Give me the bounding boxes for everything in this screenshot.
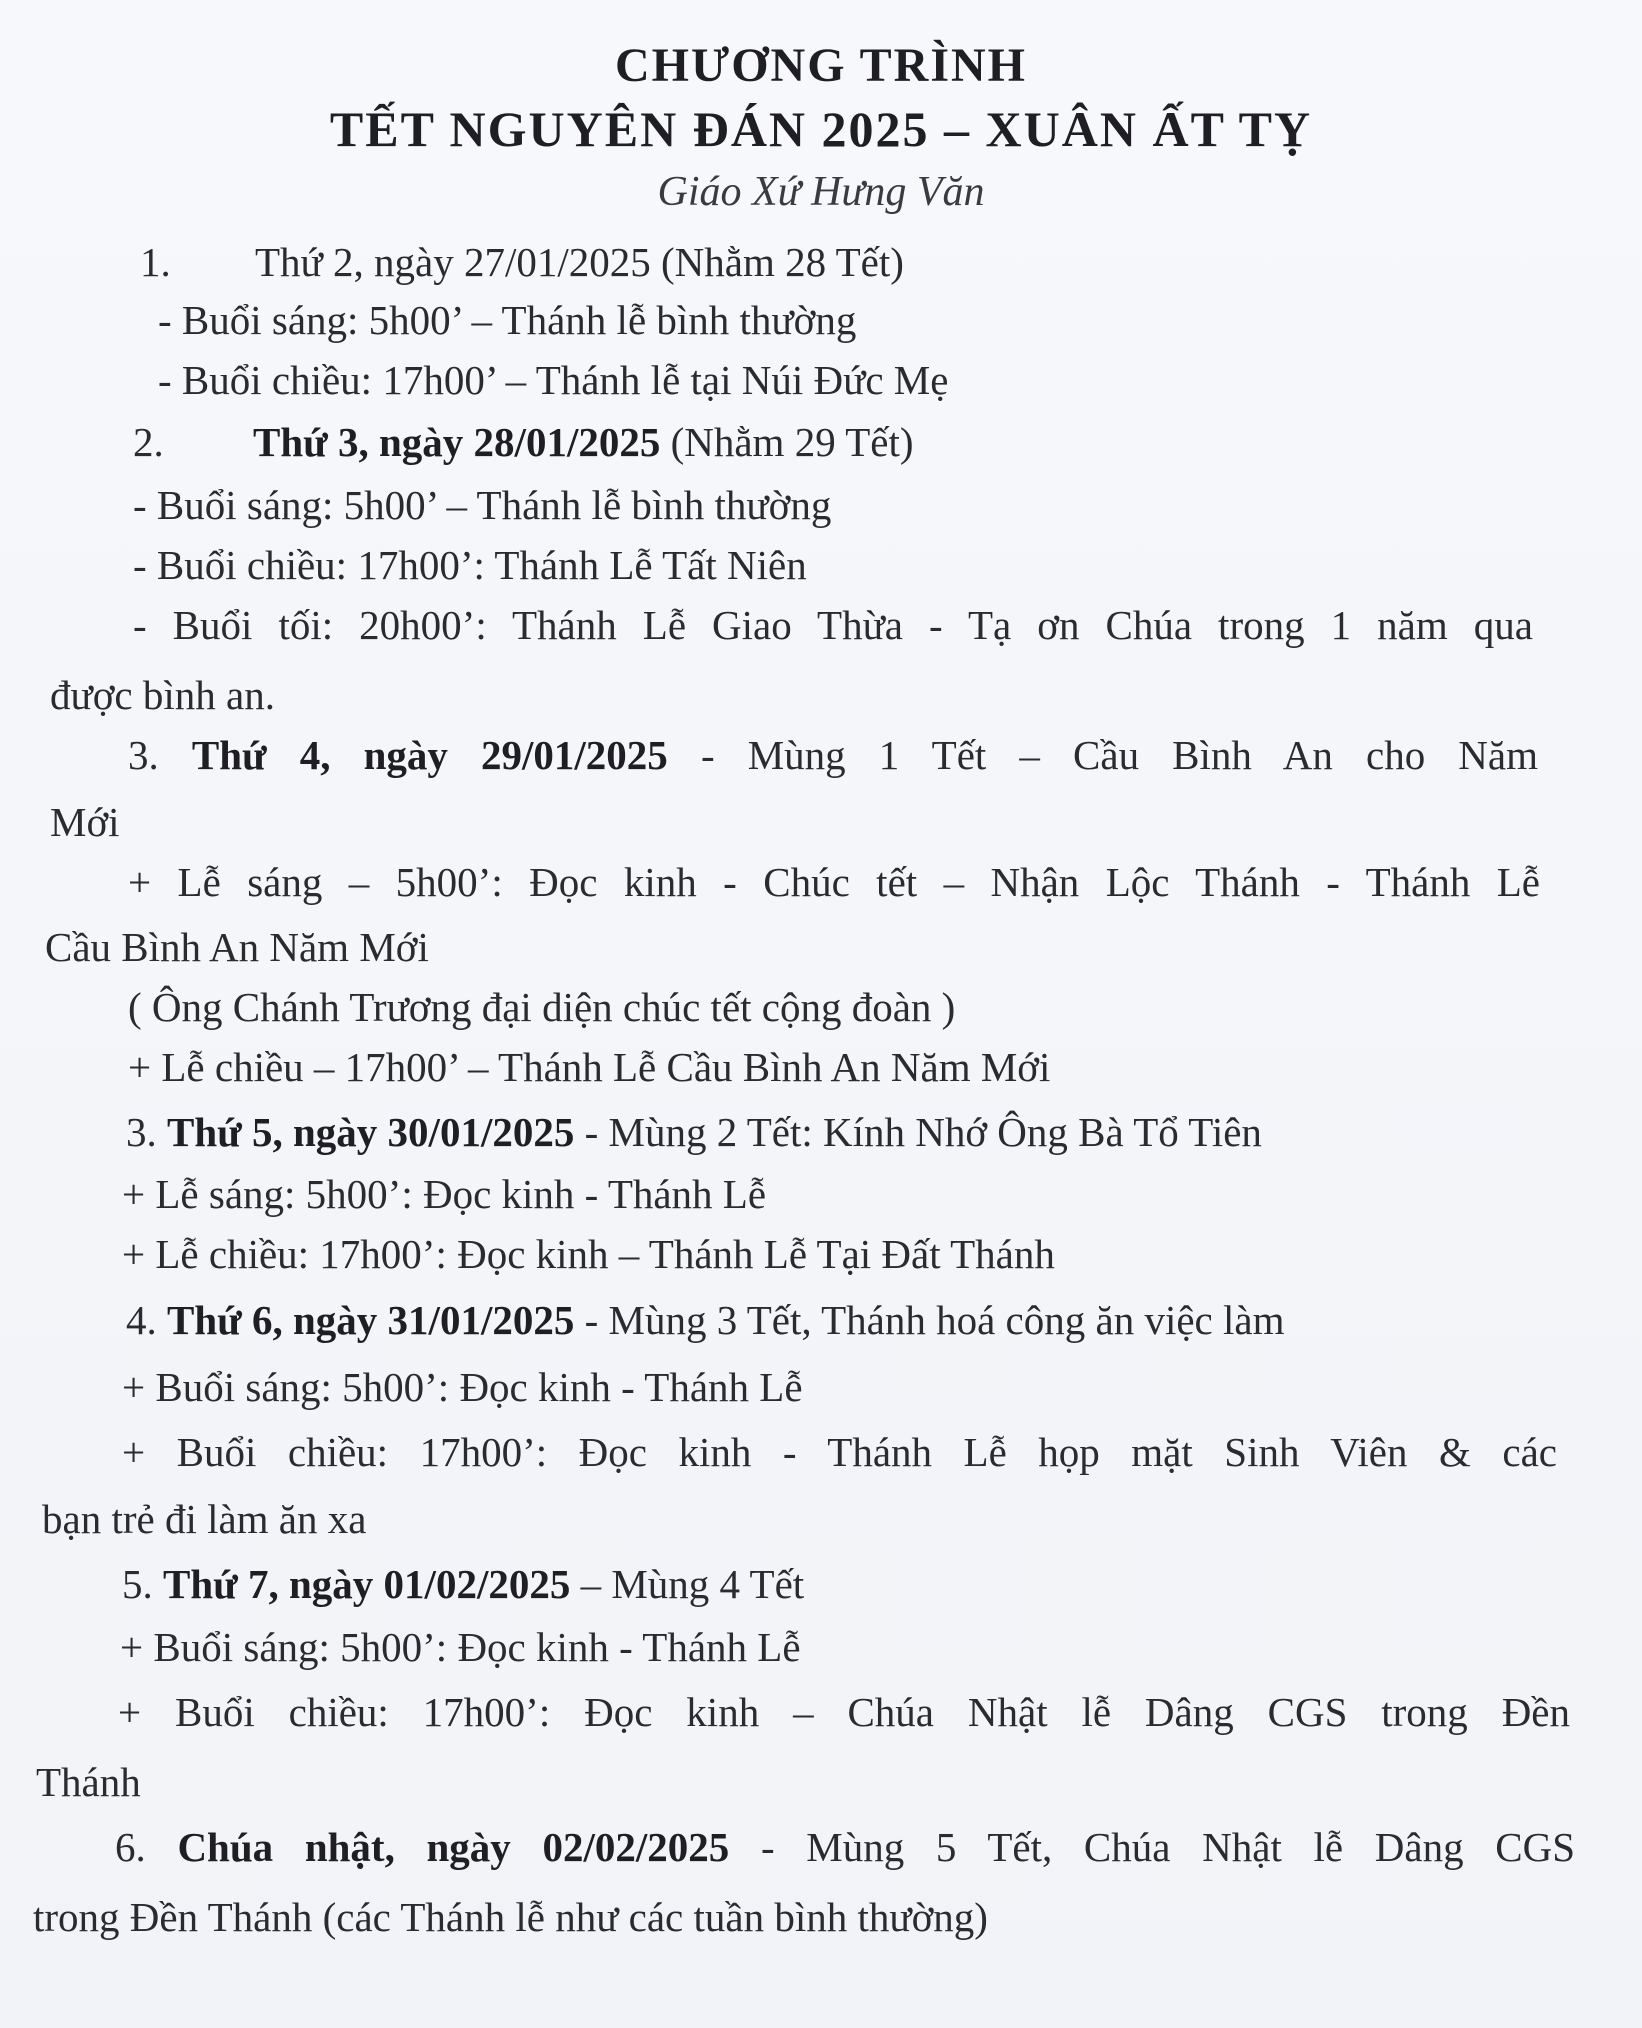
schedule-line: + Buổi sáng: 5h00’: Đọc kinh - Thánh Lễ: [122, 1364, 803, 1410]
section-note: - Mùng 1 Tết – Cầu Bình An cho Năm: [700, 732, 1539, 778]
section-7-heading: [115, 1825, 1575, 1870]
schedule-line: - Buổi tối: 20h00’: Thánh Lễ Giao Thừa - Tạ ơn Chúa trong 1 năm qua: [133, 602, 1533, 648]
schedule-line: + Lễ sáng: 5h00’: Đọc kinh - Thánh Lễ: [122, 1171, 767, 1217]
schedule-line: + Buổi sáng: 5h00’: Đọc kinh - Thánh Lễ: [120, 1624, 801, 1670]
section-note: – Mùng 4 Tết: [580, 1561, 805, 1607]
schedule-line: ( Ông Chánh Trương đại diện chúc tết cộng đoàn ): [128, 984, 956, 1030]
section-day: Thứ 4, ngày 29/01/2025: [191, 732, 668, 778]
schedule-line: + Lễ chiều: 17h00’: Đọc kinh – Thánh Lễ Tại Đất Thánh: [122, 1231, 1055, 1277]
schedule-line: + Buổi chiều: 17h00’: Đọc kinh – Chúa Nhật lễ Dâng CGS trong Đền: [118, 1689, 1570, 1735]
schedule-line-continued: Mới: [50, 799, 120, 845]
section-day: Thứ 7, ngày 01/02/2025: [163, 1561, 571, 1607]
section-number: 1.: [140, 239, 171, 285]
section-day: Thứ 2, ngày 27/01/2025: [255, 239, 651, 285]
section-day: Thứ 3, ngày 28/01/2025: [253, 419, 661, 465]
schedule-line: - Buổi chiều: 17h00’ – Thánh lễ tại Núi Đức Mẹ: [158, 357, 949, 403]
schedule-line: + Buổi chiều: 17h00’: Đọc kinh - Thánh Lễ họp mặt Sinh Viên & các: [122, 1429, 1557, 1475]
section-number: 3.: [128, 732, 159, 778]
document-subtitle: Giáo Xứ Hưng Văn: [657, 169, 985, 215]
section-note: (Nhằm 29 Tết): [670, 419, 914, 465]
schedule-line: + Lễ chiều – 17h00’ – Thánh Lễ Cầu Bình An Năm Mới: [128, 1044, 1051, 1090]
schedule-line-continued: Thánh: [36, 1759, 141, 1805]
schedule-line-continued: trong Đền Thánh (các Thánh lễ như các tuần bình thường): [33, 1894, 988, 1940]
section-day: Thứ 5, ngày 30/01/2025: [167, 1109, 575, 1155]
section-2-heading: [133, 420, 914, 465]
document-title-line2: TẾT NGUYÊN ĐÁN 2025 – XUÂN ẤT TỴ: [329, 101, 1313, 157]
schedule-line: - Buổi sáng: 5h00’ – Thánh lễ bình thường: [158, 297, 857, 343]
schedule-line-continued: bạn trẻ đi làm ăn xa: [42, 1496, 367, 1542]
section-day: Chúa nhật, ngày 02/02/2025: [177, 1824, 730, 1870]
section-6-heading: [122, 1562, 804, 1607]
schedule-line-continued: Cầu Bình An Năm Mới: [45, 924, 429, 970]
schedule-line: - Buổi chiều: 17h00’: Thánh Lễ Tất Niên: [133, 542, 807, 588]
section-number: 6.: [115, 1824, 146, 1870]
schedule-line: + Lễ sáng – 5h00’: Đọc kinh - Chúc tết – Nhận Lộc Thánh - Thánh Lễ: [128, 859, 1540, 905]
section-number: 3.: [126, 1109, 157, 1155]
section-1-heading: [140, 240, 904, 285]
section-note: - Mùng 3 Tết, Thánh hoá công ăn việc làm: [584, 1297, 1285, 1343]
section-number: 2.: [133, 419, 164, 465]
section-note: - Mùng 5 Tết, Chúa Nhật lễ Dâng CGS: [760, 1824, 1576, 1870]
section-4-heading: [126, 1110, 1262, 1155]
section-5-heading: [126, 1298, 1284, 1343]
document-title: CHƯƠNG TRÌNH: [614, 39, 1028, 92]
section-note: - Mùng 2 Tết: Kính Nhớ Ông Bà Tổ Tiên: [584, 1109, 1262, 1155]
section-note: (Nhằm 28 Tết): [661, 239, 904, 285]
schedule-line-continued: được bình an.: [50, 672, 275, 718]
section-number: 5.: [122, 1561, 153, 1607]
schedule-line: - Buổi sáng: 5h00’ – Thánh lễ bình thường: [133, 482, 832, 528]
section-day: Thứ 6, ngày 31/01/2025: [167, 1297, 575, 1343]
section-number: 4.: [126, 1297, 157, 1343]
section-3-heading: [128, 733, 1538, 778]
